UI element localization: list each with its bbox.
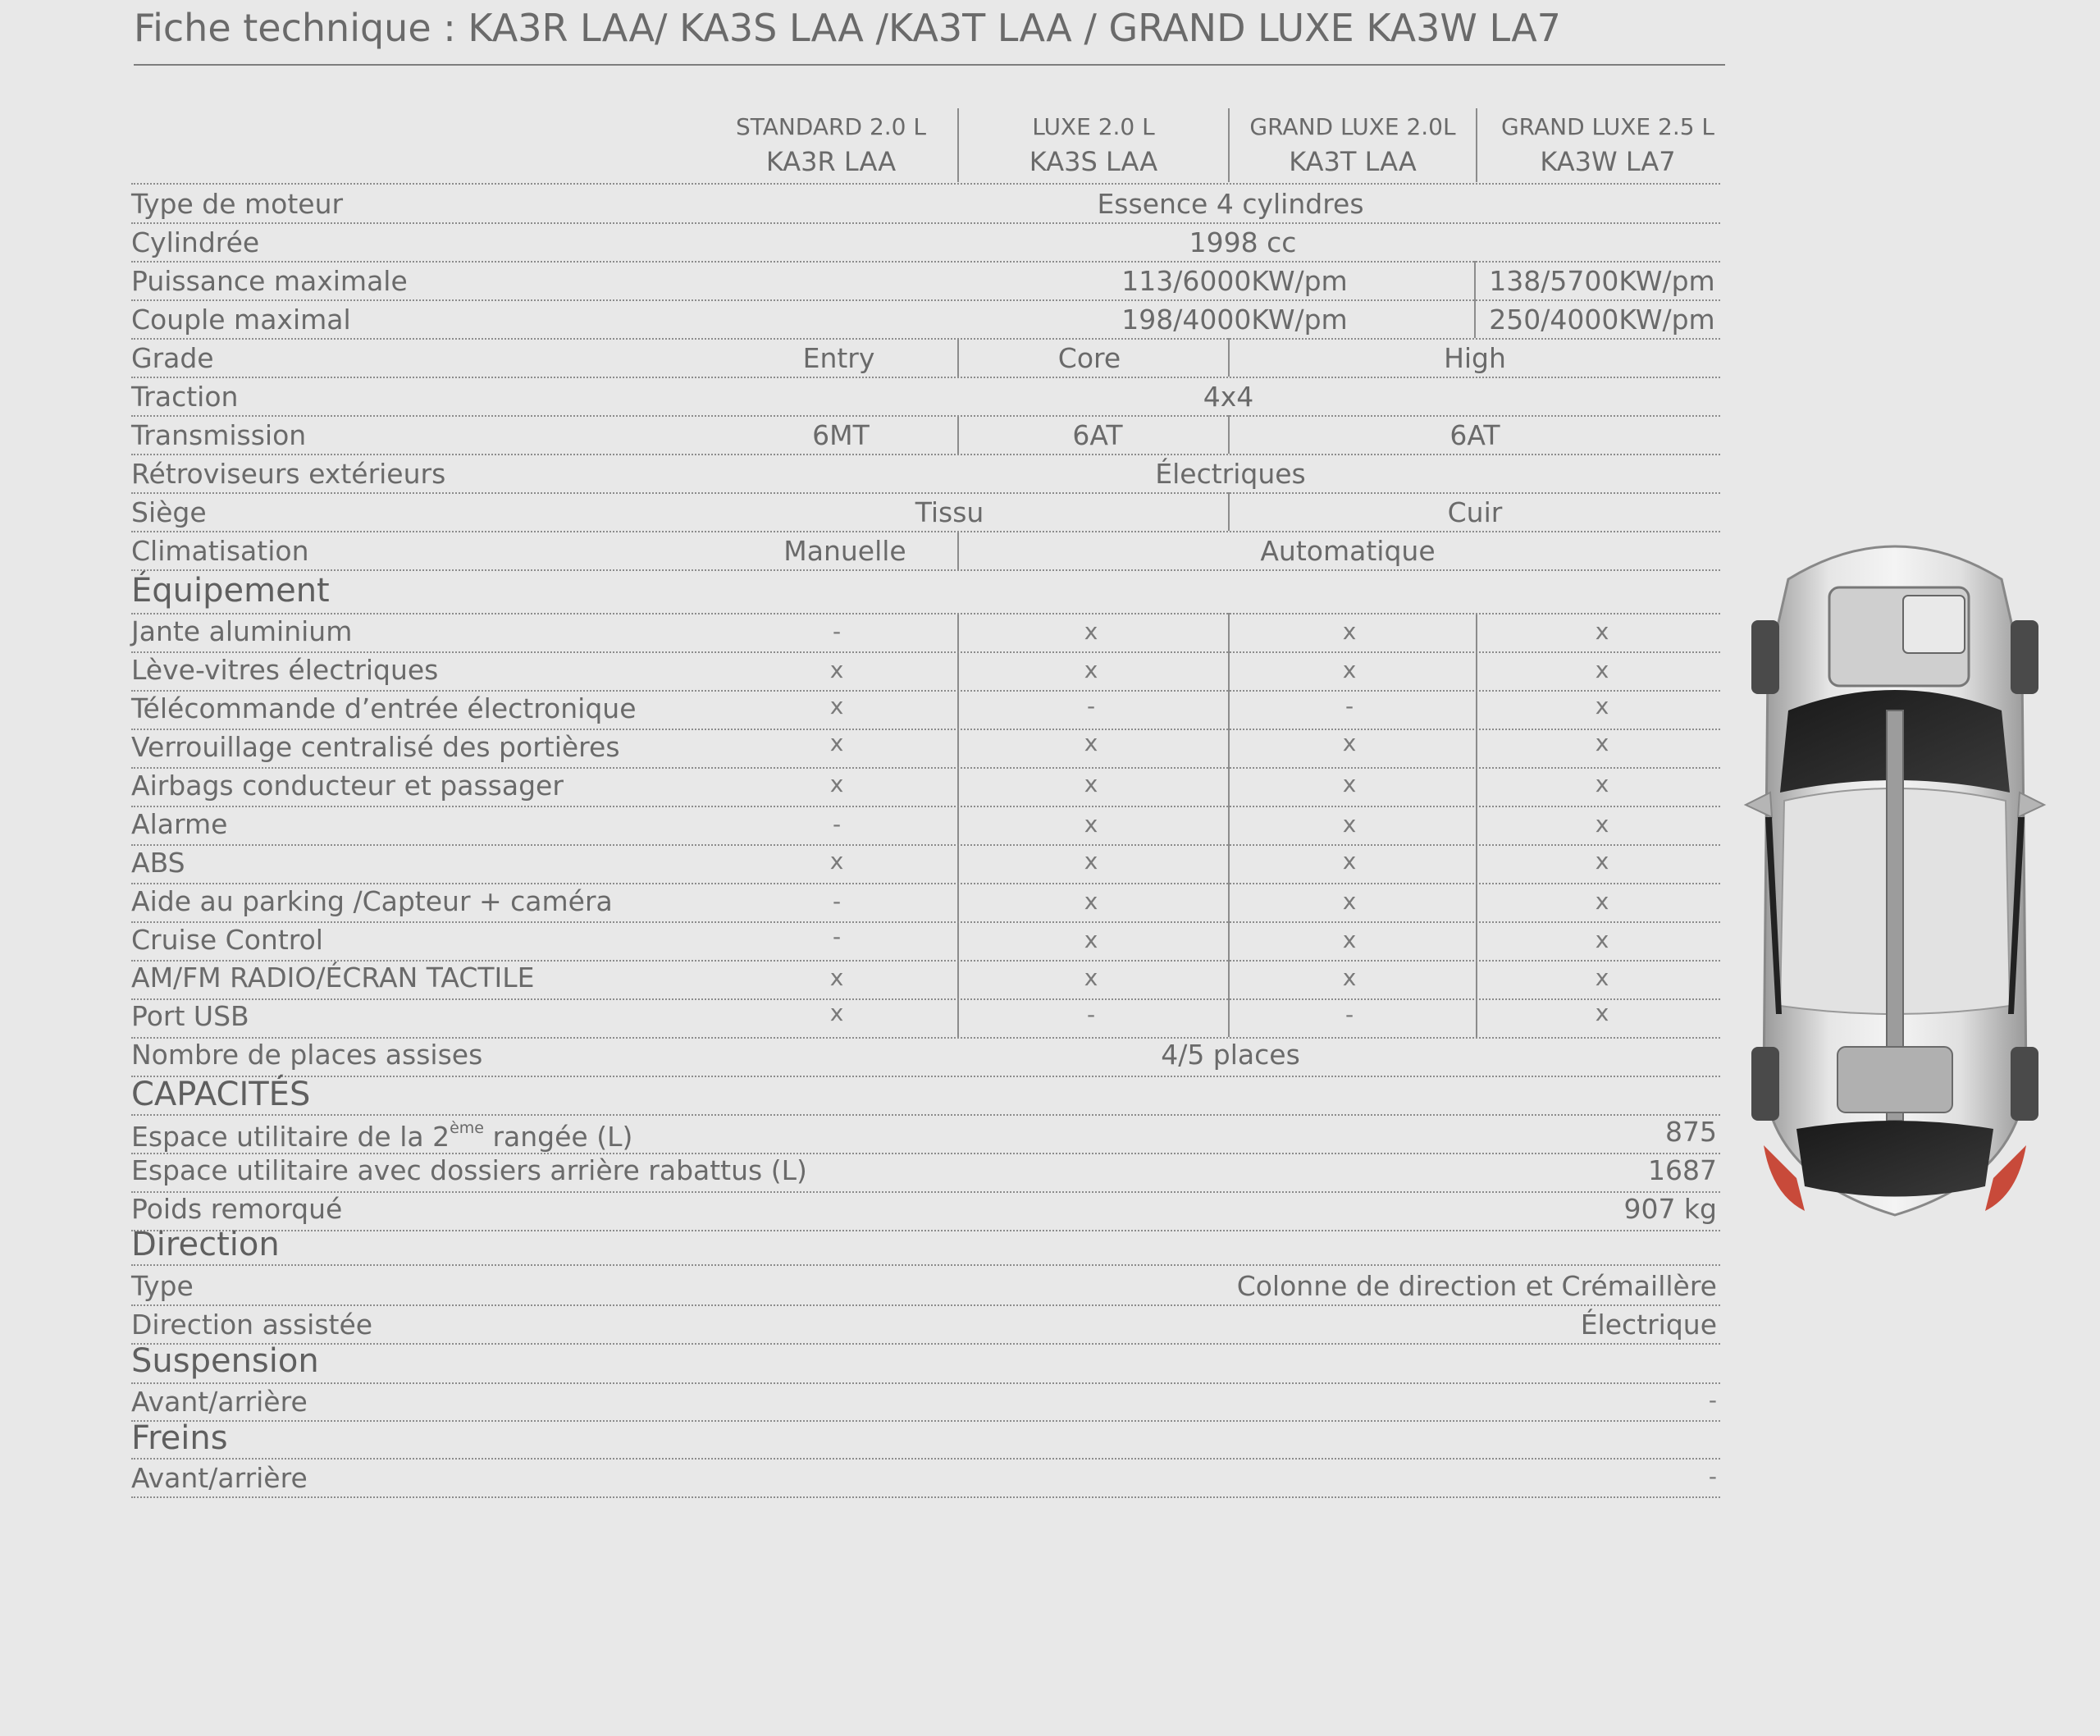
spec-value-couple-25: 250/4000KW/pm — [1489, 304, 1715, 336]
equip-label-usb: Port USB — [131, 1000, 249, 1032]
spec-label-couple: Couple maximal — [131, 304, 351, 336]
equip-mark-parking-std: - — [832, 888, 842, 915]
equip-mark-cruise-gl25: x — [1595, 926, 1609, 953]
equip-label-cruise: Cruise Control — [131, 924, 323, 956]
equip-mark-airbags-std: x — [829, 770, 844, 797]
suspension-value: - — [1708, 1387, 1717, 1414]
equip-mark-jante-std: - — [832, 618, 842, 645]
capacite-value-poids: 907 kg — [1623, 1193, 1717, 1225]
spec-label-clim: Climatisation — [131, 535, 309, 567]
equip-label-jante: Jante aluminium — [131, 615, 353, 647]
equip-mark-usb-std: x — [829, 999, 844, 1026]
equip-mark-radio-gl25: x — [1595, 964, 1609, 991]
spec-value-clim-manuelle: Manuelle — [783, 535, 906, 567]
equip-mark-jante-gl20: x — [1342, 618, 1357, 645]
capacite-label-rabattus: Espace utilitaire avec dossiers arrière rabattus (L) — [131, 1154, 807, 1186]
cell-divider — [1476, 613, 1477, 1037]
equip-mark-verrouillage-gl20: x — [1342, 729, 1357, 756]
equip-mark-leve-vitres-gl25: x — [1595, 656, 1609, 683]
suspension-label: Avant/arrière — [131, 1386, 308, 1418]
equip-mark-airbags-gl20: x — [1342, 770, 1357, 797]
spec-value-traction: 4x4 — [1203, 381, 1254, 413]
equip-mark-leve-vitres-gl20: x — [1342, 656, 1357, 683]
equip-mark-leve-vitres-std: x — [829, 656, 844, 683]
spec-value-retro: Électriques — [1155, 458, 1306, 490]
equip-mark-telecommande-gl25: x — [1595, 692, 1609, 720]
col-header-code-grand-luxe-25: KA3W LA7 — [1540, 146, 1676, 177]
direction-label-type: Type — [131, 1270, 194, 1302]
capacite-label-espace-2e-rangee-text: Espace utilitaire de la 2 — [131, 1121, 450, 1153]
spec-label-retro: Rétroviseurs extérieurs — [131, 458, 446, 490]
header-divider — [1228, 108, 1230, 182]
equip-mark-radio-gl20: x — [1342, 964, 1357, 991]
section-heading-direction: Direction — [131, 1226, 280, 1263]
col-header-grade-luxe: LUXE 2.0 L — [1032, 113, 1155, 140]
spec-value-moteur: Essence 4 cylindres — [1097, 188, 1364, 220]
section-heading-capacites: CAPACITÉS — [131, 1076, 311, 1113]
col-header-grade-standard: STANDARD 2.0 L — [736, 113, 926, 140]
freins-label: Avant/arrière — [131, 1462, 308, 1494]
header-divider — [1476, 108, 1477, 182]
col-header-grade-grand-luxe-25: GRAND LUXE 2.5 L — [1500, 113, 1715, 140]
header-divider — [957, 108, 959, 182]
spec-value-siege-tissu: Tissu — [915, 496, 984, 528]
equip-mark-verrouillage-std: x — [829, 729, 844, 756]
equip-value-places: 4/5 places — [1161, 1039, 1300, 1071]
equip-mark-alarme-gl20: x — [1342, 811, 1357, 838]
spec-value-trans-luxe: 6AT — [1072, 419, 1123, 451]
equip-mark-leve-vitres-luxe: x — [1084, 656, 1098, 683]
page-title: Fiche technique : KA3R LAA/ KA3S LAA /KA3T LAA / GRAND LUXE KA3W LA7 — [134, 0, 1725, 66]
spec-value-siege-cuir: Cuir — [1447, 496, 1503, 528]
equip-mark-abs-gl20: x — [1342, 847, 1357, 875]
equip-mark-abs-gl25: x — [1595, 847, 1609, 875]
capacite-label-espace-2e-rangee-suffix: rangée (L) — [483, 1121, 633, 1153]
spec-label-transmission: Transmission — [131, 419, 307, 451]
spec-label-traction: Traction — [131, 381, 239, 413]
equip-mark-radio-std: x — [829, 964, 844, 991]
spec-label-siege: Siège — [131, 496, 207, 528]
equip-mark-telecommande-luxe: - — [1086, 692, 1096, 720]
equip-mark-verrouillage-gl25: x — [1595, 729, 1609, 756]
equip-mark-usb-gl20: - — [1344, 1001, 1354, 1028]
equip-label-abs: ABS — [131, 847, 185, 879]
equip-mark-verrouillage-luxe: x — [1084, 729, 1098, 756]
spec-value-grade-core: Core — [1057, 342, 1121, 374]
spec-label-grade: Grade — [131, 342, 214, 374]
spec-value-couple-20: 198/4000KW/pm — [1121, 304, 1348, 336]
spec-label-puissance: Puissance maximale — [131, 265, 408, 297]
equip-mark-alarme-gl25: x — [1595, 811, 1609, 838]
cell-divider — [1228, 613, 1230, 1037]
equip-label-places: Nombre de places assises — [131, 1039, 483, 1071]
section-heading-equipement: Équipement — [131, 572, 330, 610]
spec-value-grade-high: High — [1444, 342, 1506, 374]
car-top-view-illustration — [1739, 522, 2051, 1221]
spec-value-puissance-25: 138/5700KW/pm — [1489, 265, 1715, 297]
equip-mark-telecommande-gl20: - — [1344, 692, 1354, 720]
equip-label-leve-vitres: Lève-vitres électriques — [131, 654, 439, 686]
equip-mark-telecommande-std: x — [829, 692, 844, 720]
col-header-code-grand-luxe-20: KA3T LAA — [1289, 146, 1417, 177]
capacite-label-espace-2e-rangee — [131, 1112, 952, 1156]
equip-label-verrouillage: Verrouillage centralisé des portières — [131, 731, 620, 763]
freins-value: - — [1708, 1463, 1717, 1490]
equip-mark-alarme-luxe: x — [1084, 811, 1098, 838]
direction-value-type: Colonne de direction et Crémaillère — [1236, 1270, 1717, 1302]
capacite-label-poids: Poids remorqué — [131, 1193, 343, 1225]
row-rule — [131, 1264, 1720, 1266]
spec-label-moteur: Type de moteur — [131, 188, 344, 220]
equip-mark-abs-std: x — [829, 847, 844, 875]
equip-label-parking: Aide au parking /Capteur + caméra — [131, 885, 613, 917]
equip-label-alarme: Alarme — [131, 808, 228, 840]
cell-divider — [957, 613, 959, 1037]
section-heading-suspension: Suspension — [131, 1342, 319, 1380]
equip-mark-cruise-gl20: x — [1342, 926, 1357, 953]
direction-label-assistee: Direction assistée — [131, 1309, 373, 1341]
spec-value-trans-gl: 6AT — [1449, 419, 1500, 451]
equip-mark-airbags-gl25: x — [1595, 770, 1609, 797]
section-heading-freins: Freins — [131, 1419, 228, 1457]
equip-mark-radio-luxe: x — [1084, 964, 1098, 991]
equip-mark-jante-luxe: x — [1084, 618, 1098, 645]
spec-label-cylindree: Cylindrée — [131, 226, 260, 258]
equip-mark-parking-luxe: x — [1084, 888, 1098, 915]
equip-label-airbags: Airbags conducteur et passager — [131, 770, 564, 802]
equip-mark-cruise-std: - — [832, 923, 842, 950]
spec-value-trans-std: 6MT — [812, 419, 870, 451]
capacite-value-rabattus: 1687 — [1648, 1154, 1717, 1186]
equip-mark-cruise-luxe: x — [1084, 926, 1098, 953]
equip-mark-parking-gl25: x — [1595, 888, 1609, 915]
col-header-grade-grand-luxe-20: GRAND LUXE 2.0L — [1249, 113, 1456, 140]
col-header-code-luxe: KA3S LAA — [1029, 146, 1158, 177]
equip-mark-usb-luxe: - — [1086, 1001, 1096, 1028]
direction-value-assistee: Électrique — [1580, 1309, 1717, 1341]
capacite-value-espace-2e-rangee: 875 — [1665, 1116, 1717, 1148]
equip-label-radio: AM/FM RADIO/ÉCRAN TACTILE — [131, 962, 535, 994]
equip-mark-jante-gl25: x — [1595, 618, 1609, 645]
equip-label-telecommande: Télécommande d’entrée électronique — [131, 692, 637, 724]
spec-value-puissance-20: 113/6000KW/pm — [1121, 265, 1348, 297]
col-header-code-standard: KA3R LAA — [765, 146, 897, 177]
equip-mark-usb-gl25: x — [1595, 999, 1609, 1026]
spec-value-cylindree: 1998 cc — [1189, 226, 1297, 258]
spec-value-grade-entry: Entry — [802, 342, 875, 374]
capacite-label-exponent: ème — [450, 1119, 484, 1137]
equip-mark-parking-gl20: x — [1342, 888, 1357, 915]
equip-mark-airbags-luxe: x — [1084, 770, 1098, 797]
equip-mark-abs-luxe: x — [1084, 847, 1098, 875]
equip-mark-alarme-std: - — [832, 811, 842, 838]
spec-value-clim-auto: Automatique — [1260, 535, 1436, 567]
